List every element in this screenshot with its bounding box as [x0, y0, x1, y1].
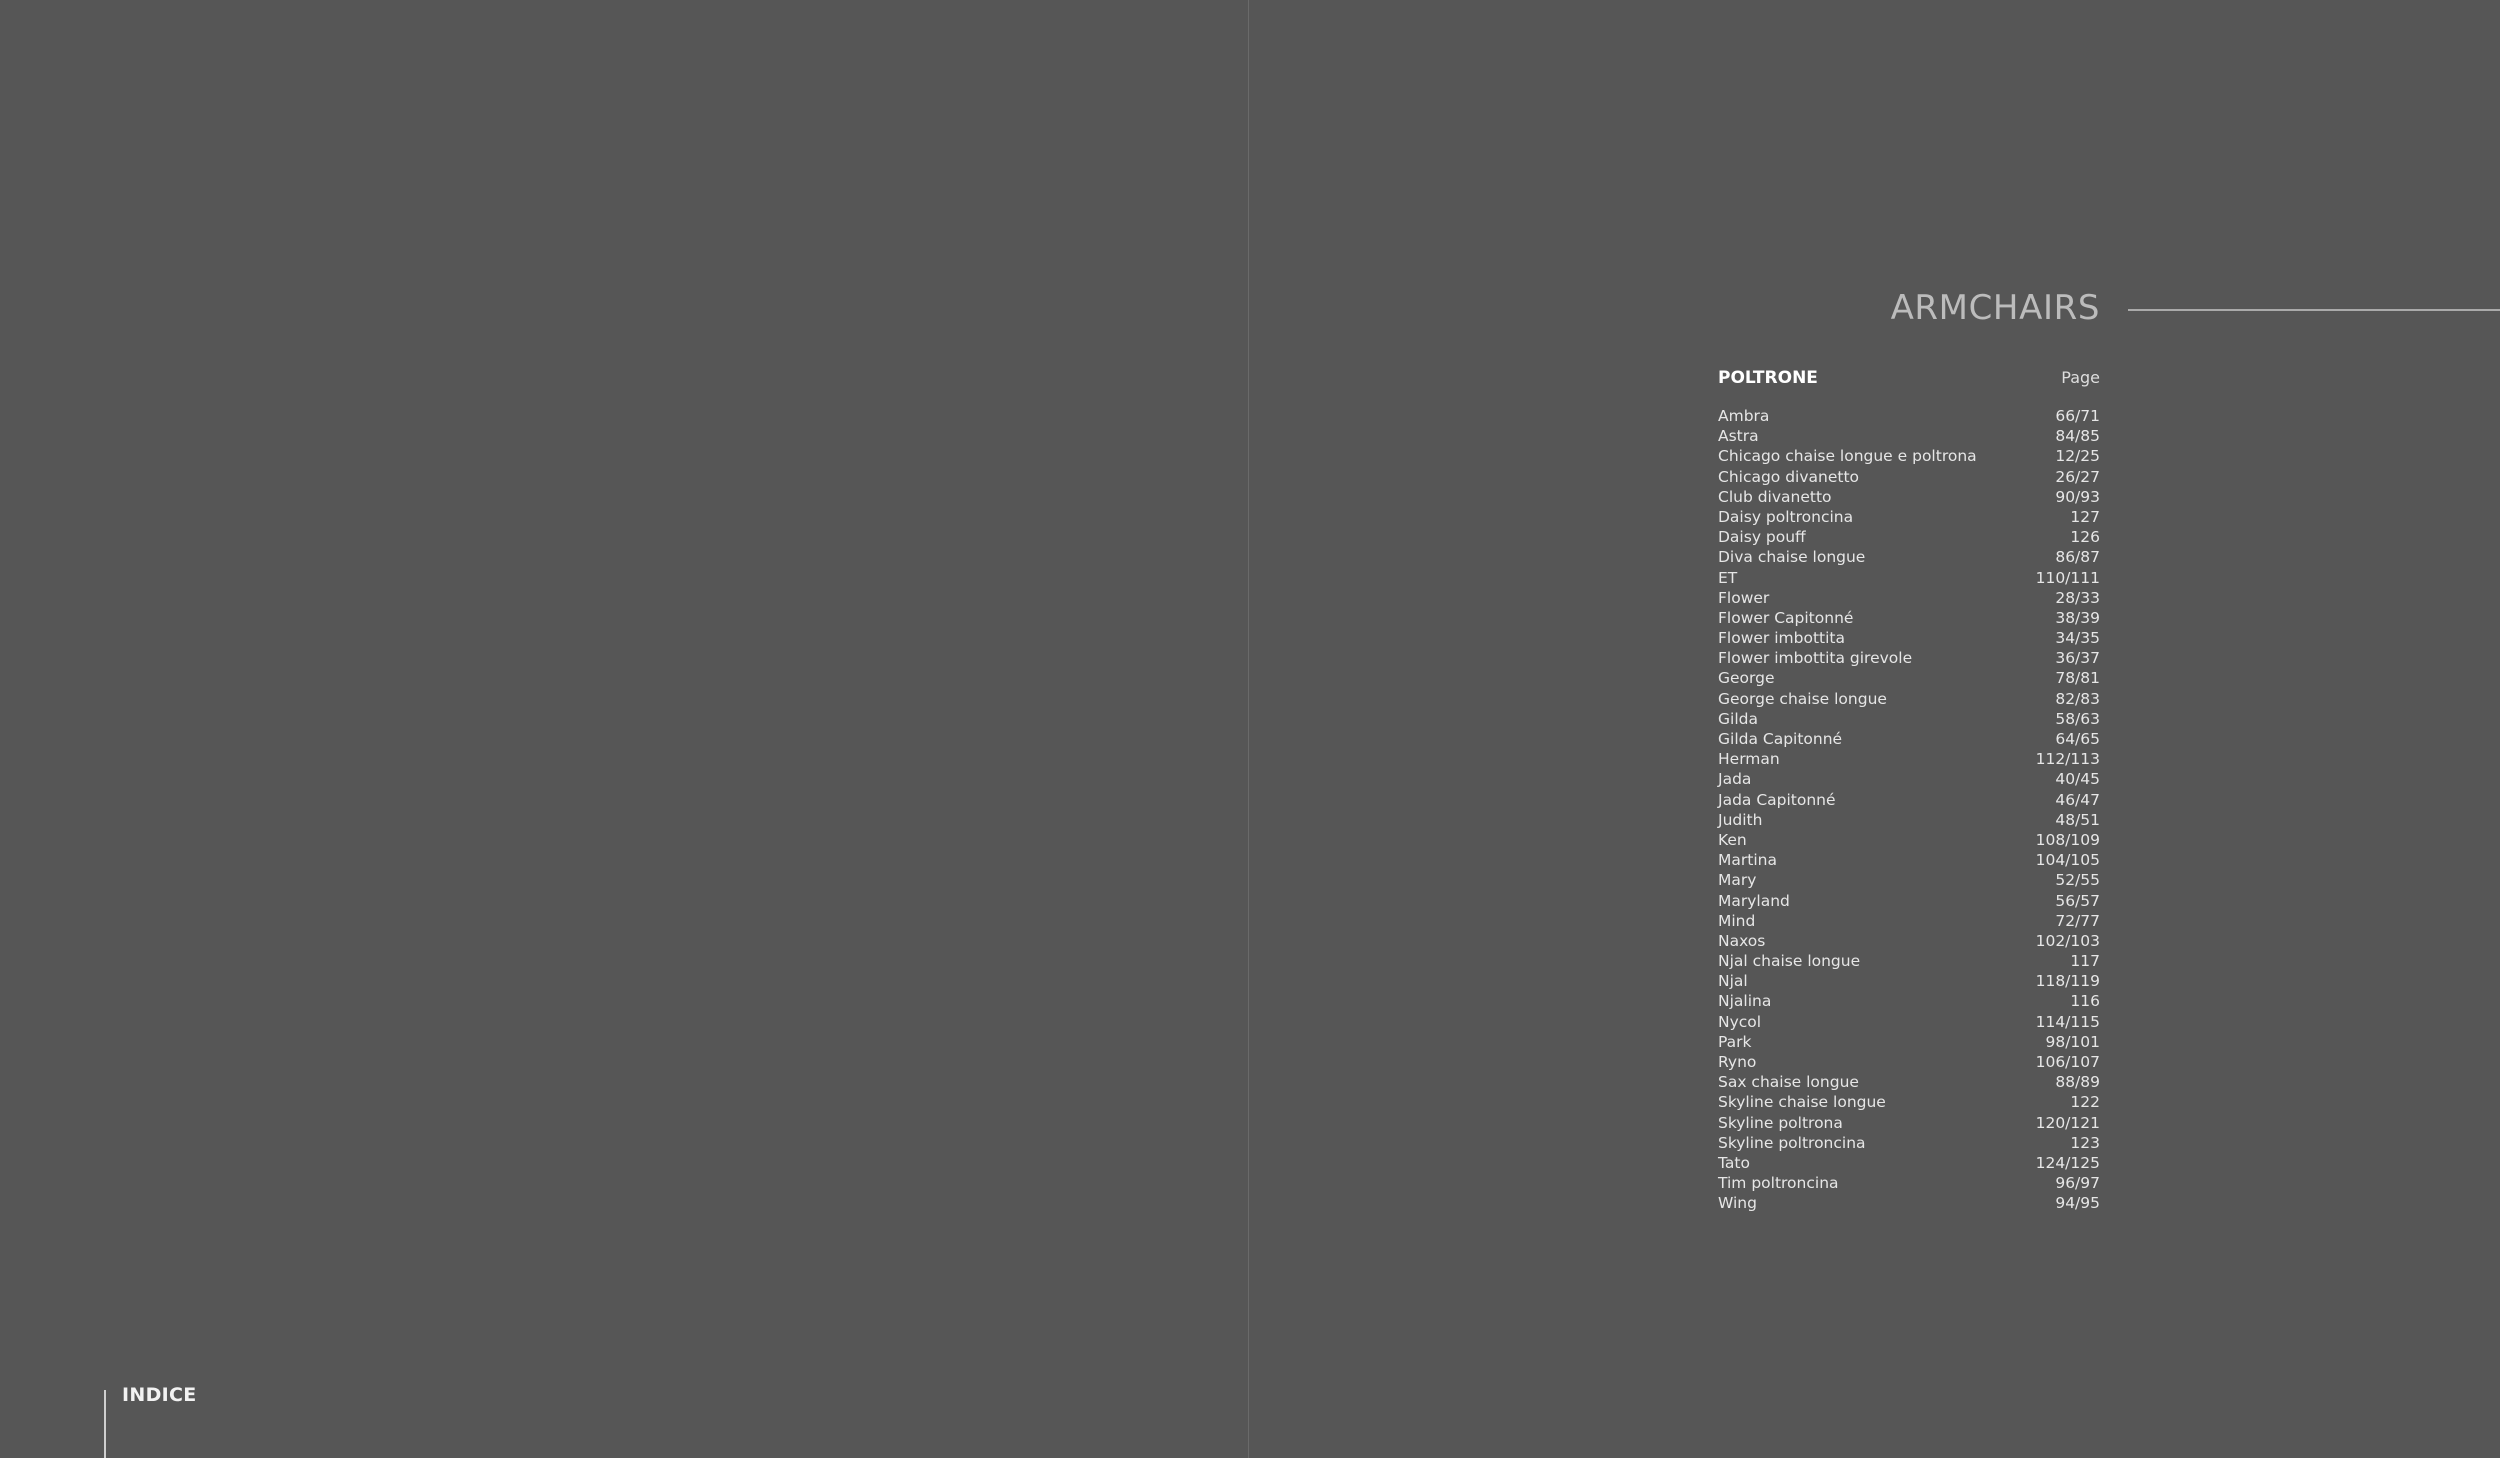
index-row — [1718, 870, 2100, 890]
index-row — [1718, 1092, 2100, 1112]
page-reference: 104/105 — [2035, 851, 2100, 870]
page-reference: 56/57 — [2055, 891, 2100, 910]
page-reference: 12/25 — [2055, 447, 2100, 466]
product-name: Gilda — [1718, 709, 1758, 728]
page-reference: 110/111 — [2035, 568, 2100, 587]
index-row — [1718, 891, 2100, 911]
page-reference: 38/39 — [2055, 608, 2100, 627]
page-reference: 112/113 — [2035, 750, 2100, 769]
index-row — [1718, 810, 2100, 830]
product-name: Gilda Capitonné — [1718, 730, 1843, 748]
product-name: Maryland — [1718, 891, 1790, 910]
index-row — [1718, 608, 2100, 628]
index-row — [1718, 406, 2100, 426]
page-reference: 127 — [2070, 507, 2100, 526]
index-row — [1718, 850, 2100, 870]
product-name: Mind — [1718, 911, 1756, 930]
index-row — [1718, 1153, 2100, 1173]
product-name: George — [1718, 669, 1775, 688]
page-reference: 78/81 — [2055, 669, 2100, 688]
product-name: Skyline chaise longue — [1718, 1093, 1886, 1112]
index-row — [1718, 769, 2100, 789]
page-reference: 126 — [2070, 528, 2100, 547]
product-name: Njal chaise longue — [1718, 952, 1861, 971]
page-reference: 84/85 — [2055, 427, 2100, 446]
index-row — [1718, 1012, 2100, 1032]
index-row — [1718, 668, 2100, 688]
page-reference: 114/115 — [2035, 1012, 2100, 1031]
product-name: Skyline poltroncina — [1718, 1133, 1866, 1152]
product-name: Daisy poltroncina — [1718, 507, 1854, 526]
product-name: Martina — [1718, 851, 1777, 870]
product-name: Astra — [1718, 427, 1759, 446]
page-reference: 124/125 — [2035, 1153, 2100, 1172]
product-name: Sax chaise longue — [1718, 1073, 1859, 1092]
page-reference: 106/107 — [2035, 1053, 2100, 1071]
page-reference: 116 — [2070, 992, 2100, 1011]
product-name: Daisy pouff — [1718, 528, 1806, 547]
index-row — [1718, 830, 2100, 850]
index-row — [1718, 446, 2100, 466]
page-reference: 28/33 — [2055, 588, 2100, 607]
product-name: Ambra — [1718, 407, 1770, 425]
page-reference: 72/77 — [2055, 911, 2100, 930]
product-name: Naxos — [1718, 931, 1766, 950]
product-name: Wing — [1718, 1194, 1757, 1213]
page-reference: 26/27 — [2055, 467, 2100, 486]
index-row — [1718, 729, 2100, 749]
index-row — [1718, 689, 2100, 709]
page-reference: 48/51 — [2055, 810, 2100, 829]
product-name: Chicago chaise longue e poltrona — [1718, 447, 1977, 466]
product-name: Mary — [1718, 871, 1757, 890]
index-row — [1718, 1032, 2100, 1052]
page-reference: 122 — [2070, 1093, 2100, 1112]
page-reference: 36/37 — [2055, 649, 2100, 668]
page-reference: 90/93 — [2055, 487, 2100, 506]
product-name: Ryno — [1718, 1053, 1757, 1071]
footer-rule — [104, 1390, 106, 1458]
page-reference: 40/45 — [2055, 770, 2100, 789]
page-reference: 64/65 — [2055, 730, 2100, 748]
index-row — [1718, 1193, 2100, 1213]
index-row — [1718, 628, 2100, 648]
page-reference: 52/55 — [2055, 871, 2100, 890]
product-name: ET — [1718, 568, 1738, 587]
index-row — [1718, 1072, 2100, 1092]
index-row — [1718, 911, 2100, 931]
index-row — [1718, 951, 2100, 971]
index-row — [1718, 749, 2100, 769]
index-row — [1718, 1052, 2100, 1072]
product-name: Flower imbottita girevole — [1718, 649, 1913, 668]
product-name: Park — [1718, 1032, 1752, 1051]
page-column-heading: Page — [2061, 368, 2100, 387]
page-reference: 82/83 — [2055, 689, 2100, 708]
page-reference: 108/109 — [2035, 830, 2100, 849]
product-name: George chaise longue — [1718, 689, 1887, 708]
product-name: Tim poltroncina — [1718, 1174, 1839, 1193]
index-list — [1718, 406, 2100, 1214]
product-name: Herman — [1718, 750, 1780, 769]
product-name: Diva chaise longue — [1718, 548, 1866, 567]
product-name: Chicago divanetto — [1718, 467, 1860, 486]
title-rule — [2128, 309, 2500, 311]
index-row — [1718, 1133, 2100, 1153]
index-row — [1718, 709, 2100, 729]
product-name: Flower imbottita — [1718, 629, 1845, 648]
product-name: Nycol — [1718, 1012, 1762, 1031]
page-reference: 96/97 — [2055, 1174, 2100, 1193]
page-reference: 46/47 — [2055, 790, 2100, 809]
index-header — [1718, 366, 2100, 390]
product-name: Tato — [1718, 1153, 1750, 1172]
index-row — [1718, 1113, 2100, 1133]
page-reference: 66/71 — [2055, 407, 2100, 425]
page-reference: 86/87 — [2055, 548, 2100, 567]
index-row — [1718, 991, 2100, 1011]
page-reference: 58/63 — [2055, 709, 2100, 728]
product-name: Njalina — [1718, 992, 1772, 1011]
product-name: Flower Capitonné — [1718, 608, 1854, 627]
product-name: Flower — [1718, 588, 1770, 607]
section-title: ARMCHAIRS — [1890, 288, 2100, 328]
page-reference: 34/35 — [2055, 629, 2100, 648]
index-row — [1718, 426, 2100, 446]
product-name: Jada — [1718, 770, 1752, 789]
product-name: Club divanetto — [1718, 487, 1832, 506]
product-name: Ken — [1718, 830, 1747, 849]
index-row — [1718, 467, 2100, 487]
index-row — [1718, 487, 2100, 507]
index-row — [1718, 547, 2100, 567]
page-spread-divider — [1248, 0, 1249, 1458]
page-reference: 118/119 — [2035, 972, 2100, 991]
index-row — [1718, 507, 2100, 527]
product-name: Skyline poltrona — [1718, 1113, 1843, 1132]
index-row — [1718, 971, 2100, 991]
page-reference: 94/95 — [2055, 1194, 2100, 1213]
index-row — [1718, 588, 2100, 608]
index-row — [1718, 648, 2100, 668]
index-row — [1718, 527, 2100, 547]
page-reference: 117 — [2070, 952, 2100, 971]
category-heading: POLTRONE — [1718, 368, 1818, 388]
page-reference: 120/121 — [2035, 1113, 2100, 1132]
footer-label: INDICE — [122, 1384, 197, 1406]
page-reference: 123 — [2070, 1133, 2100, 1152]
product-name: Judith — [1718, 810, 1763, 829]
product-name: Njal — [1718, 972, 1748, 991]
index-table — [1718, 366, 2100, 1214]
index-row — [1718, 568, 2100, 588]
index-row — [1718, 931, 2100, 951]
product-name: Jada Capitonné — [1718, 790, 1836, 809]
index-row — [1718, 1173, 2100, 1193]
page-reference: 88/89 — [2055, 1073, 2100, 1092]
page-reference: 102/103 — [2035, 931, 2100, 950]
page-reference: 98/101 — [2045, 1032, 2100, 1051]
index-row — [1718, 790, 2100, 810]
